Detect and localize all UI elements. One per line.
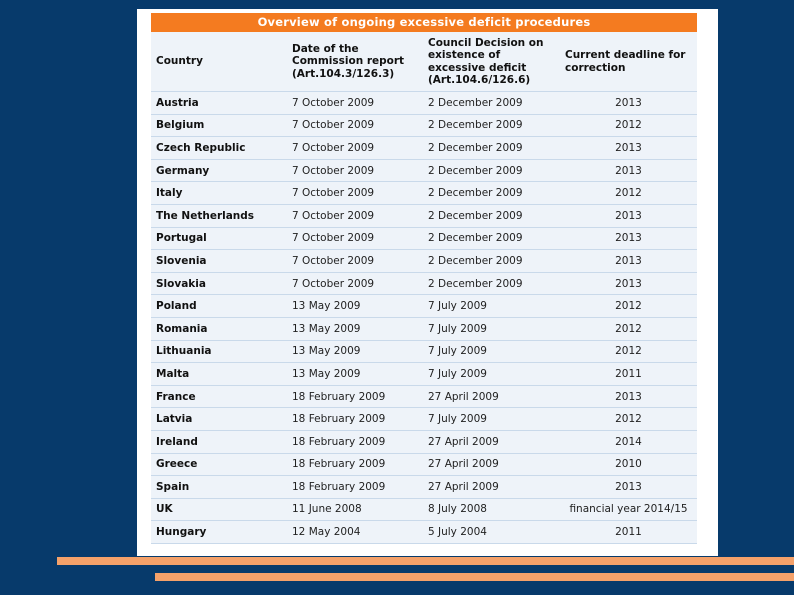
report-date-cell: 18 February 2009 <box>287 430 423 453</box>
report-date-cell: 18 February 2009 <box>287 408 423 431</box>
country-cell: Spain <box>151 476 287 499</box>
decision-date-cell: 2 December 2009 <box>423 250 560 273</box>
table-row <box>151 159 697 182</box>
table-row <box>151 498 697 521</box>
decision-date-cell: 2 December 2009 <box>423 204 560 227</box>
deadline-cell: 2013 <box>560 227 697 250</box>
deadline-cell: 2011 <box>560 363 697 386</box>
table-row <box>151 408 697 431</box>
header-date-report: Date of the Commission report (Art.104.3/126.3) <box>287 32 423 92</box>
decision-date-cell: 5 July 2004 <box>423 521 560 544</box>
decision-date-cell: 27 April 2009 <box>423 430 560 453</box>
deadline-cell: 2013 <box>560 92 697 115</box>
decision-date-cell: 7 July 2009 <box>423 295 560 318</box>
country-cell: Italy <box>151 182 287 205</box>
report-date-cell: 7 October 2009 <box>287 272 423 295</box>
country-cell: France <box>151 385 287 408</box>
country-cell: Germany <box>151 159 287 182</box>
accent-bar-top <box>57 557 794 565</box>
decision-date-cell: 8 July 2008 <box>423 498 560 521</box>
report-date-cell: 13 May 2009 <box>287 340 423 363</box>
report-date-cell: 11 June 2008 <box>287 498 423 521</box>
deadline-cell: 2012 <box>560 317 697 340</box>
decision-date-cell: 2 December 2009 <box>423 159 560 182</box>
country-cell: Greece <box>151 453 287 476</box>
deadline-cell: 2012 <box>560 114 697 137</box>
country-cell: Austria <box>151 92 287 115</box>
country-cell: The Netherlands <box>151 204 287 227</box>
country-cell: Slovenia <box>151 250 287 273</box>
table-header-row <box>151 32 697 92</box>
deadline-cell: financial year 2014/15 <box>560 498 697 521</box>
table-row <box>151 182 697 205</box>
country-cell: Latvia <box>151 408 287 431</box>
country-cell: Lithuania <box>151 340 287 363</box>
report-date-cell: 18 February 2009 <box>287 385 423 408</box>
deadline-cell: 2013 <box>560 385 697 408</box>
report-date-cell: 7 October 2009 <box>287 182 423 205</box>
decision-date-cell: 7 July 2009 <box>423 363 560 386</box>
deadline-cell: 2012 <box>560 340 697 363</box>
table-body <box>151 92 697 544</box>
decision-date-cell: 27 April 2009 <box>423 476 560 499</box>
decision-date-cell: 2 December 2009 <box>423 182 560 205</box>
country-cell: Czech Republic <box>151 137 287 160</box>
deadline-cell: 2013 <box>560 476 697 499</box>
table-row <box>151 114 697 137</box>
decision-date-cell: 2 December 2009 <box>423 227 560 250</box>
report-date-cell: 13 May 2009 <box>287 363 423 386</box>
country-cell: Slovakia <box>151 272 287 295</box>
header-country: Country <box>151 32 287 92</box>
country-cell: Ireland <box>151 430 287 453</box>
country-cell: Portugal <box>151 227 287 250</box>
decision-date-cell: 2 December 2009 <box>423 114 560 137</box>
decision-date-cell: 7 July 2009 <box>423 317 560 340</box>
accent-bar-bottom <box>155 573 794 581</box>
report-date-cell: 7 October 2009 <box>287 114 423 137</box>
report-date-cell: 7 October 2009 <box>287 227 423 250</box>
table-row <box>151 317 697 340</box>
table-row <box>151 340 697 363</box>
deadline-cell: 2011 <box>560 521 697 544</box>
deadline-cell: 2013 <box>560 204 697 227</box>
table-row <box>151 385 697 408</box>
decision-date-cell: 7 July 2009 <box>423 340 560 363</box>
table-row <box>151 272 697 295</box>
table-row <box>151 476 697 499</box>
table-row <box>151 430 697 453</box>
deadline-cell: 2014 <box>560 430 697 453</box>
country-cell: Malta <box>151 363 287 386</box>
report-date-cell: 13 May 2009 <box>287 295 423 318</box>
decision-date-cell: 27 April 2009 <box>423 453 560 476</box>
deadline-cell: 2013 <box>560 272 697 295</box>
deadline-cell: 2012 <box>560 182 697 205</box>
deadline-cell: 2012 <box>560 408 697 431</box>
report-date-cell: 18 February 2009 <box>287 476 423 499</box>
table-row <box>151 453 697 476</box>
table-row <box>151 363 697 386</box>
edp-table <box>151 32 697 544</box>
table-row <box>151 137 697 160</box>
country-cell: Belgium <box>151 114 287 137</box>
report-date-cell: 12 May 2004 <box>287 521 423 544</box>
decision-date-cell: 2 December 2009 <box>423 92 560 115</box>
report-date-cell: 7 October 2009 <box>287 204 423 227</box>
report-date-cell: 7 October 2009 <box>287 159 423 182</box>
decision-date-cell: 2 December 2009 <box>423 137 560 160</box>
deadline-cell: 2013 <box>560 137 697 160</box>
deadline-cell: 2012 <box>560 295 697 318</box>
decision-date-cell: 27 April 2009 <box>423 385 560 408</box>
report-date-cell: 7 October 2009 <box>287 92 423 115</box>
decision-date-cell: 7 July 2009 <box>423 408 560 431</box>
table-title: Overview of ongoing excessive deficit procedures <box>151 13 697 32</box>
report-date-cell: 13 May 2009 <box>287 317 423 340</box>
table-row <box>151 521 697 544</box>
table-row <box>151 250 697 273</box>
deadline-cell: 2013 <box>560 250 697 273</box>
country-cell: Hungary <box>151 521 287 544</box>
country-cell: Romania <box>151 317 287 340</box>
table-row <box>151 92 697 115</box>
table-row <box>151 295 697 318</box>
country-cell: Poland <box>151 295 287 318</box>
report-date-cell: 7 October 2009 <box>287 250 423 273</box>
decision-date-cell: 2 December 2009 <box>423 272 560 295</box>
report-date-cell: 7 October 2009 <box>287 137 423 160</box>
header-deadline: Current deadline for correction <box>560 32 697 92</box>
deadline-cell: 2013 <box>560 159 697 182</box>
header-council-decision: Council Decision on existence of excessive deficit (Art.104.6/126.6) <box>423 32 560 92</box>
table-row <box>151 204 697 227</box>
table-row <box>151 227 697 250</box>
edp-table-container <box>151 32 697 544</box>
deadline-cell: 2010 <box>560 453 697 476</box>
report-date-cell: 18 February 2009 <box>287 453 423 476</box>
country-cell: UK <box>151 498 287 521</box>
